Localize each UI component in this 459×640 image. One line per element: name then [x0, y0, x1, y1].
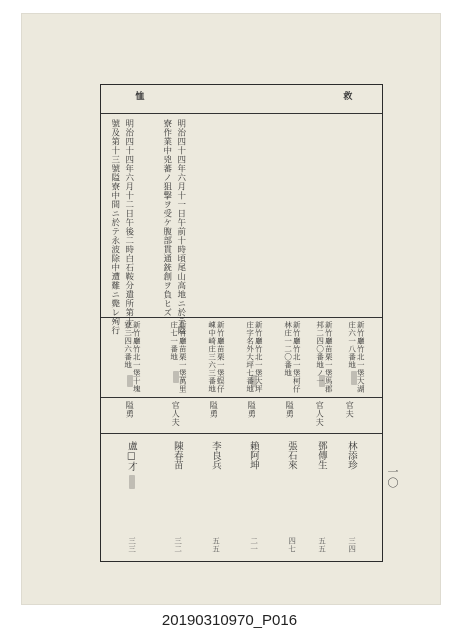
narrative-line-2: 寮作業中兇蕃ノ狙撃ヲ受ケ腹部貫通銃創ヲ負ヒズ [161, 119, 172, 317]
entry-3-name: 張石來 [285, 441, 297, 470]
redaction-mark [173, 371, 179, 383]
header-left-char: 恤 [133, 91, 144, 101]
entry-4-age: 二一 [249, 537, 259, 553]
address-divider [101, 397, 382, 398]
entry-4-address: 新竹廳竹北一堡大坪庄字名外大坪七番地 [245, 321, 264, 393]
entry-5-age: 五五 [211, 537, 221, 553]
entry-2-address: 新竹廳苗栗一堡馬郡邦二四〇番地ノ一 [315, 321, 334, 393]
redaction-mark [127, 375, 133, 387]
entry-5-position: 隘勇 [209, 401, 219, 418]
entry-1-address: 新竹廳竹北一堡大湖庄六一八番地 [347, 321, 366, 393]
narrative-divider [101, 317, 382, 318]
entry-3-position: 隘勇 [285, 401, 295, 418]
page-number: 一〇 [386, 466, 399, 488]
header-divider [101, 113, 382, 114]
entry-6-name: 陳春苗 [171, 441, 183, 470]
redaction-mark [319, 375, 325, 387]
entry-1-age: 三四 [347, 537, 357, 553]
entry-7-address: 新竹廳竹北一堡十塊寮二四六番地 [123, 321, 142, 393]
entry-2-position: 官人夫 [315, 401, 325, 427]
narrative-line-4: 號及第十三號隘寮中間ニ於テ永波除中遭難ニ斃レ殉行 [109, 119, 120, 335]
entry-2-name: 鄧傳生 [315, 441, 327, 470]
entry-7-position: 隘勇 [125, 401, 135, 418]
redaction-mark [251, 375, 257, 387]
entry-6-address: 新竹廳苗栗一堡萬里庄七一番地 [169, 321, 188, 393]
table-frame [100, 84, 383, 562]
redaction-mark [129, 475, 135, 489]
entry-1-position: 官夫 [345, 401, 355, 418]
document-page [22, 14, 440, 604]
entry-7-age: 三三 [127, 537, 137, 553]
entry-5-name: 李良兵 [209, 441, 221, 470]
entry-4-name: 賴阿坤 [247, 441, 259, 470]
narrative-line-1: 明治四十四年六月十一日午前十時頃尾山高地ニ於テ隘 [175, 119, 186, 335]
redaction-mark [351, 371, 357, 385]
entry-5-address: 新竹廳苗栗一堡蜈仔崠中崎庄三六三番地 [207, 321, 226, 393]
entry-3-address: 新竹廳竹北一堡柯仔林庄一二〇番地 [283, 321, 302, 393]
position-divider [101, 433, 382, 434]
entry-6-age: 三二 [173, 537, 183, 553]
header-right-char: 救 [341, 91, 352, 101]
narrative-line-3: 明治四十四年六月十二日午後二時白石鞍分遣所第十二 [123, 119, 134, 335]
entry-4-position: 隘勇 [247, 401, 257, 418]
archive-id: 20190310970_P016 [161, 612, 298, 629]
entry-7-name: 盧□才 [125, 441, 137, 471]
entry-2-age: 五五 [317, 537, 327, 553]
entry-3-age: 四七 [287, 537, 297, 553]
entry-1-name: 林添珍 [345, 441, 357, 470]
entry-6-position: 官人夫 [171, 401, 181, 427]
